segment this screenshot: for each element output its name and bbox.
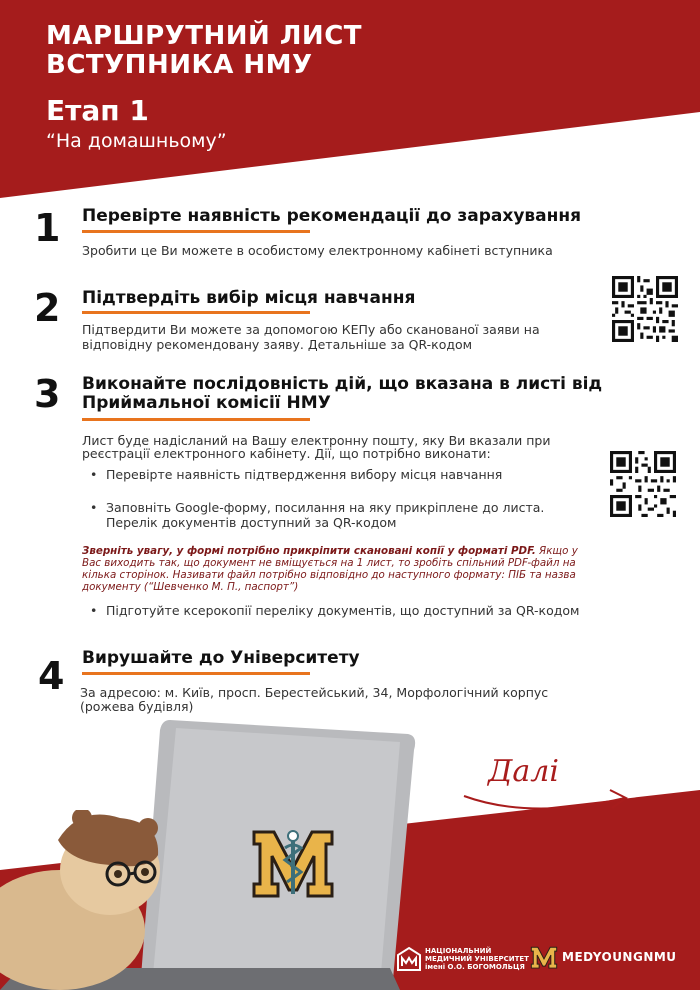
pdf-notice [82, 545, 592, 593]
step-3-title-line-2: Приймальної комісії НМУ [82, 393, 331, 413]
arrow-right-icon[interactable] [460, 786, 635, 826]
stage-subtitle: “На домашньому” [46, 130, 227, 152]
step-2-underline [82, 311, 310, 314]
medyoung-logo-icon [530, 944, 558, 970]
step-4-text-line-2: (рожева будівля) [80, 699, 194, 714]
step-3-bullet-1 [90, 467, 503, 482]
step-4-title: Вирушайте до Університету [82, 648, 360, 668]
pdf-notice-bold: Зверніть увагу, у формі потрібно прикріпити скановані копії у форматі PDF. [82, 545, 536, 557]
step-4-number: 4 [38, 654, 65, 698]
bullet-dot-icon: • [90, 467, 98, 482]
step-4-underline [82, 672, 310, 675]
brand-name: MEDYOUNGNMU [562, 950, 677, 964]
stage-label: Етап 1 [46, 94, 149, 127]
bullet-dot-icon: • [90, 500, 98, 515]
bullet-2-text-line-1: Заповніть Google-форму, посилання на яку прикріплене до листа. [106, 500, 545, 515]
step-3-title-line-1: Виконайте послідовність дій, що вказана в листі від [82, 374, 603, 394]
qr-code-icon[interactable] [612, 276, 678, 342]
page-title [46, 22, 362, 80]
step-1-number: 1 [34, 206, 61, 250]
title-line-2: ВСТУПНИКА НМУ [46, 50, 313, 80]
step-3-intro-line-2: реєстрації електронного кабінету. Дії, що потрібно виконати: [82, 446, 491, 461]
step-2-text-line-1: Підтвердити Ви можете за допомогою КЕПу або сканованої заяви на [82, 322, 540, 337]
step-3-bullet-3 [90, 603, 580, 618]
step-3-bullet-2 [90, 500, 545, 530]
step-2-text-line-2: відповідну рекомендовану заяву. Детальніше за QR-кодом [82, 337, 473, 352]
step-3-underline [82, 418, 310, 421]
medyoung-logo-icon [250, 822, 336, 902]
bullet-1-text: Перевірте наявність підтвердження вибору місця навчання [106, 467, 503, 482]
bullet-3-text: Підготуйте ксерокопії переліку документів, що доступний за QR-кодом [106, 603, 580, 618]
title-line-1: МАРШРУТНИЙ ЛИСТ [46, 21, 363, 51]
next-label[interactable]: Далі [488, 754, 559, 789]
university-name-line-3: імені О.О. БОГОМОЛЬЦЯ [425, 963, 525, 971]
step-1-text: Зробити це Ви можете в особистому електронному кабінеті вступника [82, 243, 553, 258]
bullet-2-text-line-2: Перелік документів доступний за QR-кодом [106, 515, 397, 530]
step-3-intro-line-1: Лист буде надісланий на Вашу електронну пошту, яку Ви вказали при [82, 433, 551, 448]
qr-code-icon[interactable] [610, 451, 676, 517]
university-name-line-1: НАЦІОНАЛЬНИЙ [425, 947, 492, 955]
university-name-line-2: МЕДИЧНИЙ УНІВЕРСИТЕТ [425, 955, 529, 963]
university-logo-icon [396, 946, 422, 972]
pdf-notice-text: Якщо у Вас виходить так, що документ не вміщується на 1 лист, то зробіть спільний PDF-файл на кілька сторінок. Називати файл потрібно відповідно до наступного формату: ПІБ та назва документу (“Шевченко М. П., паспорт”) [82, 545, 578, 593]
university-name [425, 947, 529, 971]
step-2-title: Підтвердіть вибір місця навчання [82, 288, 416, 308]
step-1-title: Перевірте наявність рекомендації до зарахування [82, 206, 582, 226]
cat-illustration [0, 810, 170, 990]
step-2-number: 2 [34, 286, 61, 330]
step-1-underline [82, 230, 310, 233]
step-3-number: 3 [34, 372, 61, 416]
step-4-text-line-1: За адресою: м. Київ, просп. Берестейський, 34, Морфологічний корпус [80, 685, 549, 700]
bullet-dot-icon: • [90, 603, 98, 618]
